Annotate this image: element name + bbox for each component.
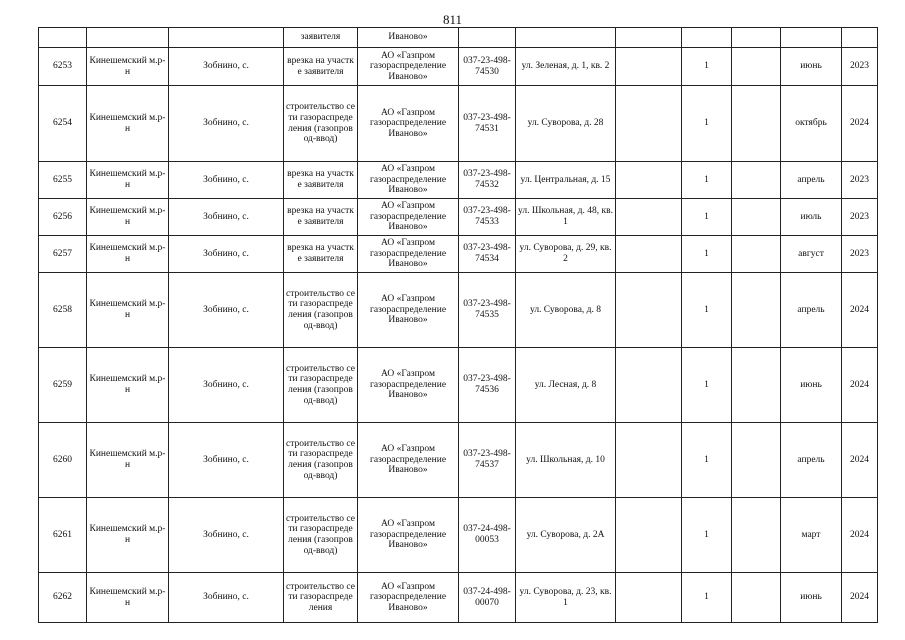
cell-month: июль xyxy=(781,199,842,236)
cell-month: июнь xyxy=(781,573,842,623)
cell-organization: АО «Газпром газораспределение Иваново» xyxy=(358,162,459,199)
cell-count: 1 xyxy=(682,573,732,623)
cell-work-type: врезка на участке заявителя xyxy=(284,236,358,273)
cell-count: 1 xyxy=(682,48,732,86)
cell-locality: Зобнино, с. xyxy=(169,423,284,498)
cell-code: 037-23-498-74530 xyxy=(459,48,516,86)
cell-code: 037-24-498-00070 xyxy=(459,573,516,623)
cell-num: 6258 xyxy=(39,273,87,348)
cell-work-type: врезка на участке заявителя xyxy=(284,48,358,86)
page-number: 811 xyxy=(442,12,463,27)
cell-district: Кинешемский м.р-н xyxy=(87,86,169,162)
cell-locality: Зобнино, с. xyxy=(169,273,284,348)
cell-organization: АО «Газпром газораспределение Иваново» xyxy=(358,573,459,623)
cell-num: 6262 xyxy=(39,573,87,623)
table-row xyxy=(39,498,878,573)
cell-count: 1 xyxy=(682,86,732,162)
cell-code: 037-23-498-74533 xyxy=(459,199,516,236)
cell-empty xyxy=(616,236,682,273)
cell-empty xyxy=(616,28,682,48)
cell-year: 2024 xyxy=(842,573,878,623)
cell-work-type: строительство сети газораспределения (газопровод-ввод) xyxy=(284,498,358,573)
cell-organization: АО «Газпром газораспределение Иваново» xyxy=(358,199,459,236)
cell-locality: Зобнино, с. xyxy=(169,348,284,423)
cell-month: март xyxy=(781,498,842,573)
table-row xyxy=(39,162,878,199)
cell-empty xyxy=(616,48,682,86)
cell-count: 1 xyxy=(682,273,732,348)
cell-address: ул. Зеленая, д. 1, кв. 2 xyxy=(516,48,616,86)
cell-code: 037-23-498-74536 xyxy=(459,348,516,423)
table-row xyxy=(39,199,878,236)
cell-empty xyxy=(732,86,781,162)
cell-year: 2023 xyxy=(842,162,878,199)
cell-locality: Зобнино, с. xyxy=(169,498,284,573)
cell-num: 6259 xyxy=(39,348,87,423)
cell-locality: Зобнино, с. xyxy=(169,236,284,273)
cell-empty xyxy=(732,236,781,273)
cell-month: октябрь xyxy=(781,86,842,162)
cell-count: 1 xyxy=(682,199,732,236)
cell-count xyxy=(682,28,732,48)
cell-empty xyxy=(616,199,682,236)
cell-address: ул. Суворова, д. 2А xyxy=(516,498,616,573)
cell-organization: АО «Газпром газораспределение Иваново» xyxy=(358,86,459,162)
cell-work-type: строительство сети газораспределения (газопровод-ввод) xyxy=(284,348,358,423)
cell-count: 1 xyxy=(682,236,732,273)
cell-year: 2024 xyxy=(842,348,878,423)
cell-address xyxy=(516,28,616,48)
cell-code: 037-23-498-74535 xyxy=(459,273,516,348)
cell-empty xyxy=(732,348,781,423)
cell-address: ул. Суворова, д. 23, кв. 1 xyxy=(516,573,616,623)
cell-empty xyxy=(616,498,682,573)
cell-organization: АО «Газпром газораспределение Иваново» xyxy=(358,348,459,423)
cell-code: 037-24-498-00053 xyxy=(459,498,516,573)
cell-year: 2023 xyxy=(842,199,878,236)
table-row xyxy=(39,273,878,348)
cell-empty xyxy=(732,48,781,86)
cell-district: Кинешемский м.р-н xyxy=(87,162,169,199)
cell-empty xyxy=(732,573,781,623)
cell-num: 6260 xyxy=(39,423,87,498)
cell-empty xyxy=(732,199,781,236)
cell-address: ул. Школьная, д. 10 xyxy=(516,423,616,498)
cell-count: 1 xyxy=(682,498,732,573)
cell-count: 1 xyxy=(682,348,732,423)
table-row xyxy=(39,423,878,498)
table-row xyxy=(39,86,878,162)
cell-month: июнь xyxy=(781,48,842,86)
cell-locality: Зобнино, с. xyxy=(169,199,284,236)
cell-district xyxy=(87,28,169,48)
cell-empty xyxy=(616,273,682,348)
cell-organization: АО «Газпром газораспределение Иваново» xyxy=(358,273,459,348)
cell-organization: АО «Газпром газораспределение Иваново» xyxy=(358,48,459,86)
cell-work-type: врезка на участке заявителя xyxy=(284,199,358,236)
cell-district: Кинешемский м.р-н xyxy=(87,423,169,498)
cell-year: 2024 xyxy=(842,498,878,573)
cell-num: 6254 xyxy=(39,86,87,162)
cell-empty xyxy=(616,162,682,199)
cell-address: ул. Центральная, д. 15 xyxy=(516,162,616,199)
table-row xyxy=(39,236,878,273)
cell-organization: АО «Газпром газораспределение Иваново» xyxy=(358,236,459,273)
cell-empty xyxy=(732,162,781,199)
cell-district: Кинешемский м.р-н xyxy=(87,236,169,273)
cell-locality xyxy=(169,28,284,48)
cell-code: 037-23-498-74534 xyxy=(459,236,516,273)
cell-year: 2024 xyxy=(842,86,878,162)
gas-connection-table xyxy=(38,27,878,623)
table-row xyxy=(39,348,878,423)
cell-num: 6257 xyxy=(39,236,87,273)
cell-district: Кинешемский м.р-н xyxy=(87,273,169,348)
cell-work-type: строительство сети газораспределения (газопровод-ввод) xyxy=(284,273,358,348)
cell-code: 037-23-498-74537 xyxy=(459,423,516,498)
cell-locality: Зобнино, с. xyxy=(169,86,284,162)
cell-address: ул. Школьная, д. 48, кв. 1 xyxy=(516,199,616,236)
cell-empty xyxy=(616,573,682,623)
cell-work-type: заявителя xyxy=(284,28,358,48)
cell-num xyxy=(39,28,87,48)
cell-num: 6256 xyxy=(39,199,87,236)
cell-month: август xyxy=(781,236,842,273)
cell-organization: АО «Газпром газораспределение Иваново» xyxy=(358,498,459,573)
cell-count: 1 xyxy=(682,423,732,498)
cell-locality: Зобнино, с. xyxy=(169,573,284,623)
cell-empty xyxy=(732,498,781,573)
cell-address: ул. Лесная, д. 8 xyxy=(516,348,616,423)
cell-month: апрель xyxy=(781,162,842,199)
cell-address: ул. Суворова, д. 8 xyxy=(516,273,616,348)
cell-work-type: строительство сети газораспределения xyxy=(284,573,358,623)
cell-month: июнь xyxy=(781,348,842,423)
cell-district: Кинешемский м.р-н xyxy=(87,199,169,236)
cell-district: Кинешемский м.р-н xyxy=(87,498,169,573)
cell-empty xyxy=(732,273,781,348)
cell-year: 2023 xyxy=(842,236,878,273)
cell-num: 6261 xyxy=(39,498,87,573)
cell-month: апрель xyxy=(781,423,842,498)
cell-year: 2023 xyxy=(842,48,878,86)
cell-address: ул. Суворова, д. 28 xyxy=(516,86,616,162)
cell-empty xyxy=(732,423,781,498)
table-row xyxy=(39,48,878,86)
cell-organization: Иваново» xyxy=(358,28,459,48)
cell-district: Кинешемский м.р-н xyxy=(87,48,169,86)
cell-address: ул. Суворова, д. 29, кв. 2 xyxy=(516,236,616,273)
cell-code: 037-23-498-74531 xyxy=(459,86,516,162)
cell-empty xyxy=(616,86,682,162)
cell-code: 037-23-498-74532 xyxy=(459,162,516,199)
cell-num: 6253 xyxy=(39,48,87,86)
table-row-continued xyxy=(39,28,878,48)
cell-locality: Зобнино, с. xyxy=(169,48,284,86)
cell-year: 2024 xyxy=(842,423,878,498)
cell-num: 6255 xyxy=(39,162,87,199)
cell-empty xyxy=(616,423,682,498)
cell-organization: АО «Газпром газораспределение Иваново» xyxy=(358,423,459,498)
cell-empty xyxy=(616,348,682,423)
cell-district: Кинешемский м.р-н xyxy=(87,348,169,423)
cell-work-type: врезка на участке заявителя xyxy=(284,162,358,199)
cell-district: Кинешемский м.р-н xyxy=(87,573,169,623)
table-row xyxy=(39,573,878,623)
cell-year: 2024 xyxy=(842,273,878,348)
cell-work-type: строительство сети газораспределения (газопровод-ввод) xyxy=(284,423,358,498)
cell-month xyxy=(781,28,842,48)
cell-empty xyxy=(732,28,781,48)
cell-count: 1 xyxy=(682,162,732,199)
cell-year xyxy=(842,28,878,48)
cell-locality: Зобнино, с. xyxy=(169,162,284,199)
cell-month: апрель xyxy=(781,273,842,348)
cell-code xyxy=(459,28,516,48)
cell-work-type: строительство сети газораспределения (газопровод-ввод) xyxy=(284,86,358,162)
